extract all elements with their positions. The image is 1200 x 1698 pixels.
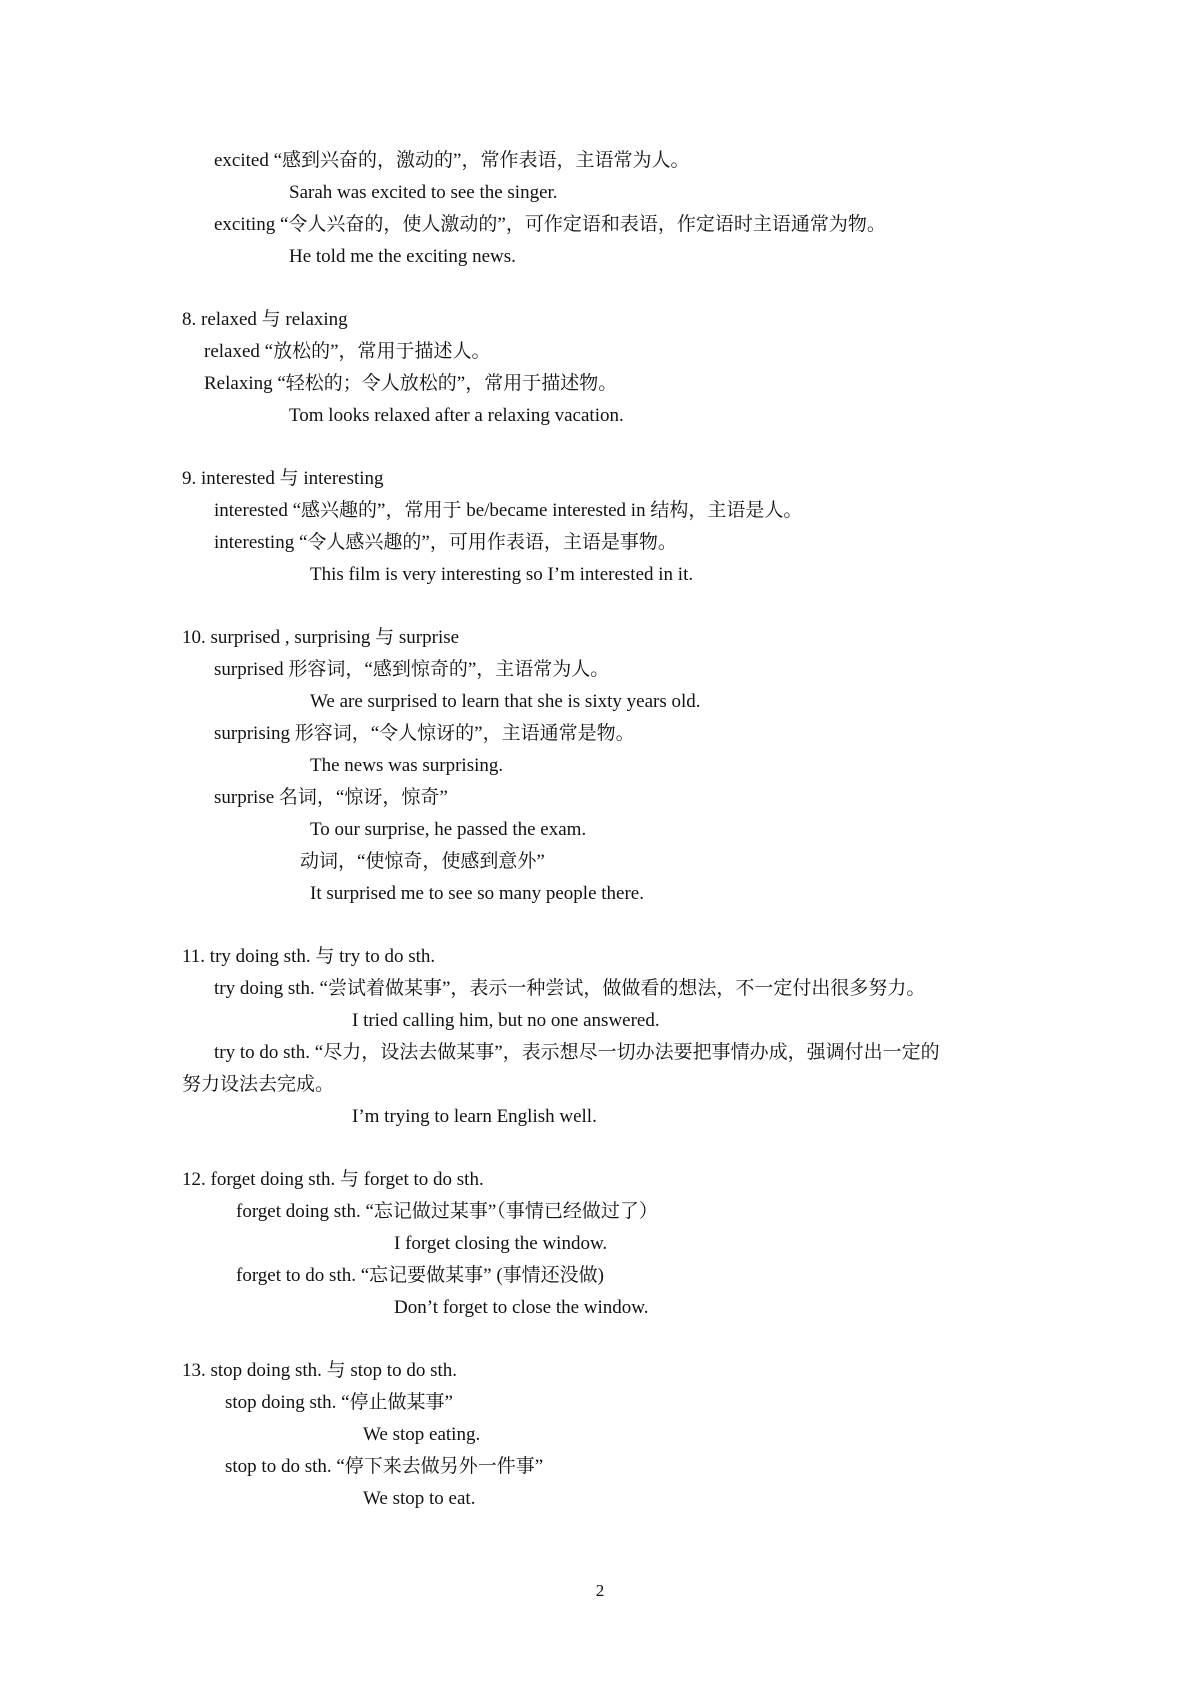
text-line: interested “感兴趣的”，常用于 be/became interested in 结构，主语是人。 (214, 500, 803, 521)
example-sentence: This film is very interesting so I’m interested in it. (310, 564, 694, 585)
example-sentence: To our surprise, he passed the exam. (310, 819, 587, 840)
text-line: relaxed “放松的”，常用于描述人。 (204, 341, 491, 362)
text-line: surprising 形容词，“令人惊讶的”，主语通常是物。 (214, 723, 635, 744)
text-line: interesting “令人感兴趣的”，可用作表语，主语是事物。 (214, 532, 677, 553)
text-line: surprise 名词，“惊讶，惊奇” (214, 787, 448, 808)
section-heading: 10. surprised , surprising 与 surprise (182, 627, 460, 648)
example-sentence: The news was surprising. (310, 755, 504, 776)
example-sentence: He told me the exciting news. (289, 246, 516, 267)
section-heading: 12. forget doing sth. 与 forget to do sth. (182, 1169, 484, 1190)
example-sentence: Tom looks relaxed after a relaxing vacation. (289, 405, 624, 426)
section-heading: 11. try doing sth. 与 try to do sth. (182, 946, 436, 967)
text-line: 动词，“使惊奇，使感到意外” (300, 851, 545, 872)
example-sentence: Don’t forget to close the window. (394, 1297, 649, 1318)
example-sentence: We are surprised to learn that she is sixty years old. (310, 691, 701, 712)
text-line: stop to do sth. “停下来去做另外一件事” (225, 1456, 544, 1477)
page-number: 2 (595, 1581, 605, 1600)
example-sentence: Sarah was excited to see the singer. (289, 182, 558, 203)
text-line: surprised 形容词，“感到惊奇的”，主语常为人。 (214, 659, 610, 680)
text-line: stop doing sth. “停止做某事” (225, 1392, 453, 1413)
text-line: try doing sth. “尝试着做某事”，表示一种尝试，做做看的想法，不一定付出很多努力。 (214, 978, 926, 999)
example-sentence: I tried calling him, but no one answered. (352, 1010, 660, 1031)
section-heading: 8. relaxed 与 relaxing (182, 309, 348, 330)
text-line: excited “感到兴奋的，激动的”，常作表语，主语常为人。 (214, 150, 690, 171)
text-line: forget to do sth. “忘记要做某事” (事情还没做) (236, 1265, 604, 1286)
section-heading: 9. interested 与 interesting (182, 468, 384, 489)
example-sentence: We stop to eat. (363, 1488, 476, 1509)
text-line: exciting “令人兴奋的，使人激动的”，可作定语和表语，作定语时主语通常为物。 (214, 214, 886, 235)
text-line: Relaxing “轻松的；令人放松的”，常用于描述物。 (204, 373, 618, 394)
example-sentence: It surprised me to see so many people there. (310, 883, 644, 904)
example-sentence: I forget closing the window. (394, 1233, 608, 1254)
example-sentence: We stop eating. (363, 1424, 481, 1445)
section-heading: 13. stop doing sth. 与 stop to do sth. (182, 1360, 457, 1381)
example-sentence: I’m trying to learn English well. (352, 1106, 597, 1127)
text-line: forget doing sth. “忘记做过某事”（事情已经做过了） (236, 1201, 658, 1222)
text-line: 努力设法去完成。 (182, 1074, 335, 1095)
text-line: try to do sth. “尽力，设法去做某事”，表示想尽一切办法要把事情办成，强调付出一定的 (214, 1042, 940, 1063)
